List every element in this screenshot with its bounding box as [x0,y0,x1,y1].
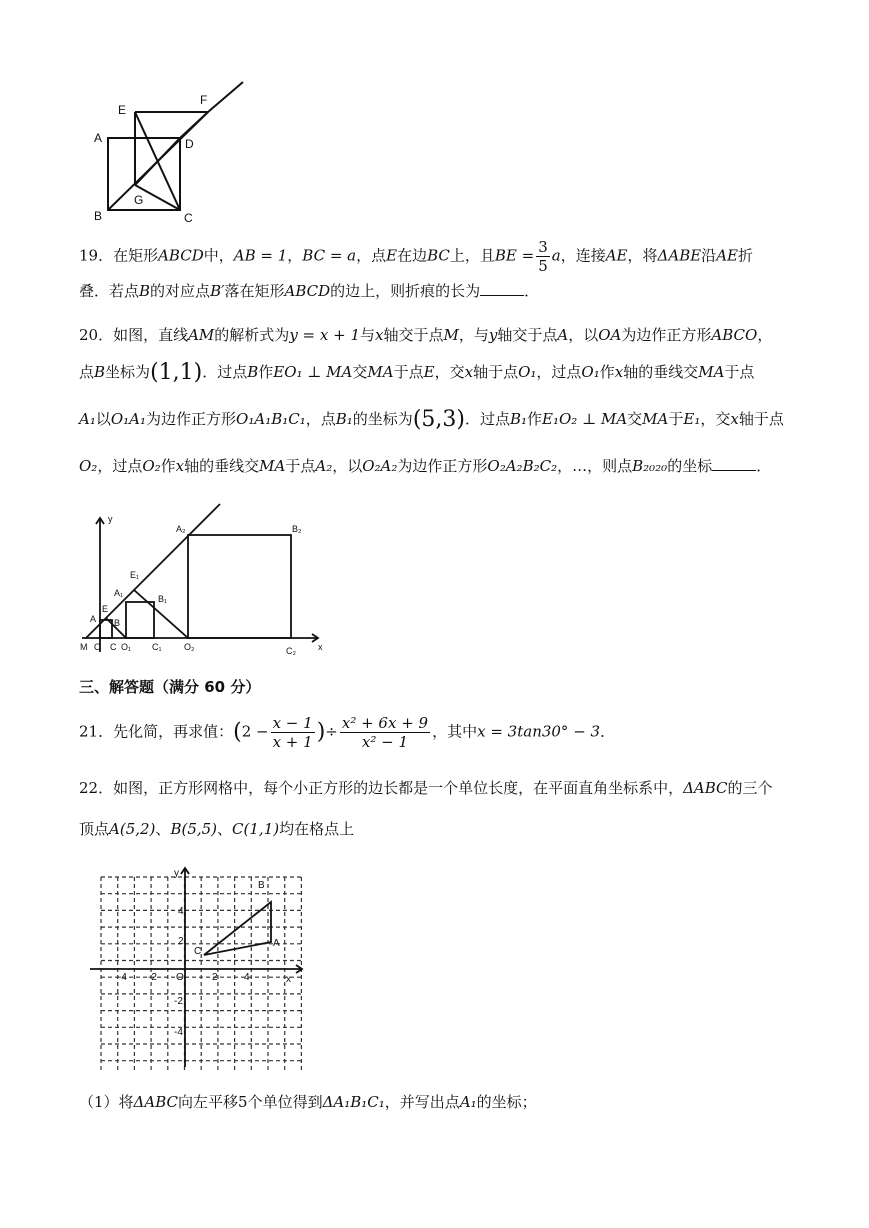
q19-line1: 19．在矩形ABCD中，AB = 1，BC = a，点E在边BC上，且BE = $\frac{3}{5}$ a，连接AE，将ΔABE沿AE折 [79,238,753,275]
label-x: x [286,974,291,985]
answer-blank[interactable] [712,456,756,471]
figure-grid-triangle [88,862,308,1072]
q22-line2: 顶点A(5,2)、B(5,5)、C(1,1)均在格点上 [79,820,355,838]
q22-part1: （1）将ΔABC向左平移5个单位得到ΔA₁B₁C₁，并写出点A₁的坐标； [79,1093,537,1111]
label-f: F [200,93,208,107]
fraction-1: $\frac{x - 1}{x + 1}$ [272,714,313,751]
label-a: A [94,131,103,145]
label-b: B [114,618,121,628]
fraction-3-5: $\frac{3}{5}$ [538,238,548,275]
figure-squares-on-line [78,500,338,660]
q21-line: 21．先化简，再求值：(2 − $\frac{x - 1}{x + 1}$ )÷ $\frac{\text{x² + 6x + 9}}{\text{x² − 1}}$ ，其中x = 3tan30° − 3． [79,714,616,751]
fraction-2: $\frac{\text{x² + 6x + 9}}{\text{x² − 1}}$ [341,714,429,751]
q20-line3: A₁以O₁A₁为边作正方形O₁A₁B₁C₁，点B₁的坐标为(5,3)．过点B₁作E₁O₂ ⊥ MA交MA于E₁，交x轴于点 [79,407,784,432]
label-x: x [318,642,323,652]
label-o1: O₁ [121,642,132,652]
label-o: O [176,972,184,983]
label-e: E [118,103,127,117]
tick-y-m2: -2 [174,996,183,1007]
label-a: A [90,614,97,624]
tick-y-m4: -4 [174,1027,183,1038]
label-d: D [185,137,194,151]
tick-x-4: 4 [244,972,250,983]
label-o2: O₂ [184,642,195,652]
figure-rectangle-fold [88,80,258,225]
label-c: C [194,946,202,957]
tick-y-4: 4 [178,906,184,917]
tick-x-m2: -2 [148,972,157,983]
label-o: O [94,642,102,652]
label-y: y [108,514,113,524]
label-e1: E₁ [130,570,140,580]
label-g: G [134,193,144,207]
label-y: y [174,868,179,879]
label-b2: B₂ [292,524,302,534]
q22-line1: 22．如图，正方形网格中，每个小正方形的边长都是一个单位长度，在平面直角坐标系中，ΔABC的三个 [79,779,773,797]
label-a1: A₁ [114,588,124,598]
label-b: B [258,880,265,891]
tick-x-m4: -4 [118,972,127,983]
q20-line1: 20．如图，直线AM的解析式为y = x + 1与x轴交于点M，与y轴交于点A，以OA为边作正方形ABCO， [79,326,773,344]
q19-line2: 叠．若点B的对应点B′落在矩形ABCD的边上，则折痕的长为 ． [79,282,540,300]
q20-line4: O₂，过点O₂作x轴的垂线交MA于点A₂，以O₂A₂为边作正方形O₂A₂B₂C₂，…，则点B₂₀₂₀的坐标 ． [79,457,772,475]
label-c: C [184,211,193,225]
answer-blank[interactable] [480,281,524,296]
label-c1: C₁ [152,642,162,652]
label-b: B [94,209,103,223]
label-a: A [273,938,280,949]
label-c: C [110,642,117,652]
section-heading: 三、解答题（满分 60 分） [79,678,261,696]
label-e: E [102,604,109,614]
tick-x-2: 2 [212,972,218,983]
label-a2: A₂ [176,524,186,534]
tick-y-2: 2 [178,936,184,947]
q20-line2: 点B坐标为(1,1)．过点B作EO₁ ⊥ MA交MA于点E，交x轴于点O₁，过点O₁作x轴的垂线交MA于点 [79,360,755,385]
label-c2: C₂ [286,646,296,656]
label-b1: B₁ [158,594,168,604]
label-m: M [80,642,88,652]
